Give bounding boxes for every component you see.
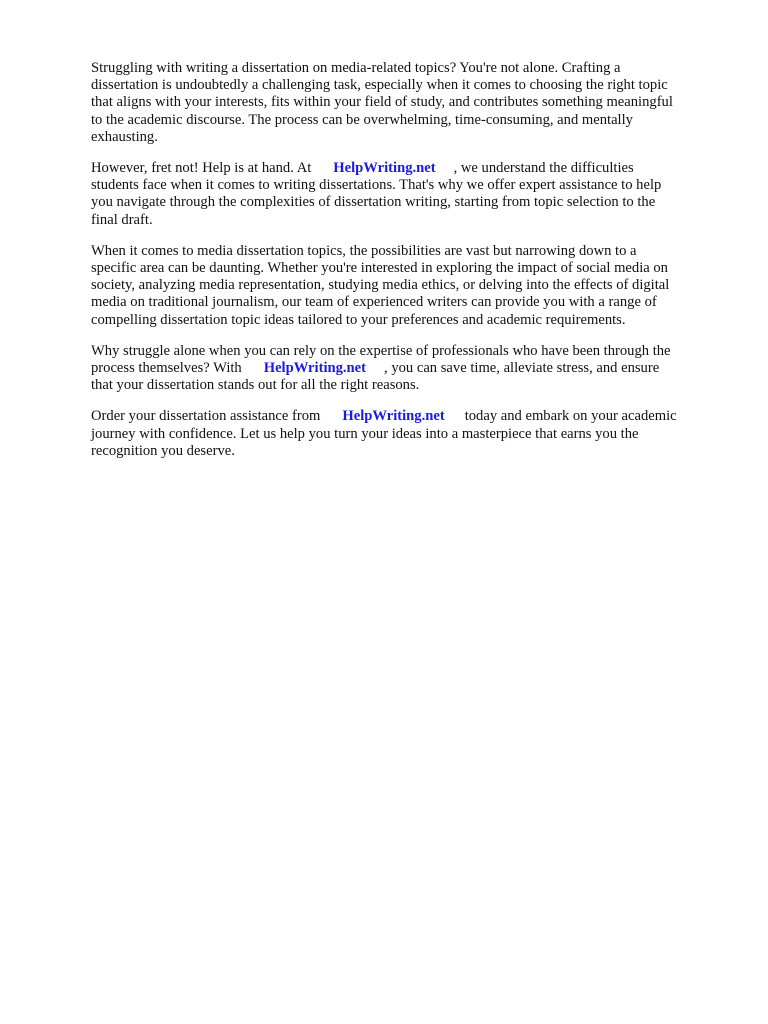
helpwriting-link[interactable]: HelpWriting.net	[342, 408, 445, 425]
text-line	[91, 160, 719, 177]
text-segment: today and embark on your academic	[464, 408, 677, 425]
text-line: you navigate through the complexities of dissertation writing, starting from topic selection to the	[91, 194, 656, 211]
text-line: specific area can be daunting. Whether you're interested in exploring the impact of social media on	[91, 260, 668, 277]
text-line: Struggling with writing a dissertation on media-related topics? You're not alone. Crafting a	[91, 60, 621, 76]
text-line: journey with confidence. Let us help you turn your ideas into a masterpiece that earns you the	[91, 425, 639, 442]
text-line: society, analyzing media representation, studying media ethics, or delving into the effects of digital	[91, 277, 670, 294]
text-line: media on traditional journalism, our team of experienced writers can provide you with a range of	[91, 294, 657, 311]
text-line: students face when it comes to writing dissertations. That's why we offer expert assistance to help	[91, 177, 662, 194]
paragraph-topics	[91, 243, 719, 329]
text-line: final draft.	[91, 211, 153, 228]
text-line: recognition you deserve.	[91, 442, 235, 459]
paragraph-expertise	[91, 343, 719, 395]
paragraph-help	[91, 160, 719, 229]
text-line: When it comes to media dissertation topics, the possibilities are vast but narrowing down to a	[91, 242, 637, 259]
text-line: that aligns with your interests, fits within your field of study, and contributes something meaningful	[91, 94, 673, 111]
text-line: compelling dissertation topic ideas tailored to your preferences and academic requirements.	[91, 311, 626, 328]
text-line	[91, 360, 719, 377]
helpwriting-link[interactable]: HelpWriting.net	[333, 160, 436, 177]
text-segment: , you can save time, alleviate stress, and ensure	[384, 360, 660, 377]
text-segment: Order your dissertation assistance from	[91, 408, 321, 425]
text-segment: However, fret not! Help is at hand. At	[91, 160, 312, 177]
text-line: to the academic discourse. The process can be overwhelming, time-consuming, and mentally	[91, 111, 633, 128]
text-line: that your dissertation stands out for all the right reasons.	[91, 377, 420, 394]
text-line: exhausting.	[91, 128, 158, 145]
text-line	[91, 408, 719, 425]
text-segment: , we understand the difficulties	[453, 160, 634, 177]
helpwriting-link[interactable]: HelpWriting.net	[263, 360, 367, 377]
text-line: dissertation is undoubtedly a challenging task, especially when it comes to choosing the right topic	[91, 77, 668, 94]
paragraph-intro	[91, 60, 719, 146]
text-segment: process themselves? With	[91, 360, 242, 377]
paragraph-order	[91, 408, 719, 460]
text-line: Why struggle alone when you can rely on the expertise of professionals who have been through the	[91, 342, 671, 359]
